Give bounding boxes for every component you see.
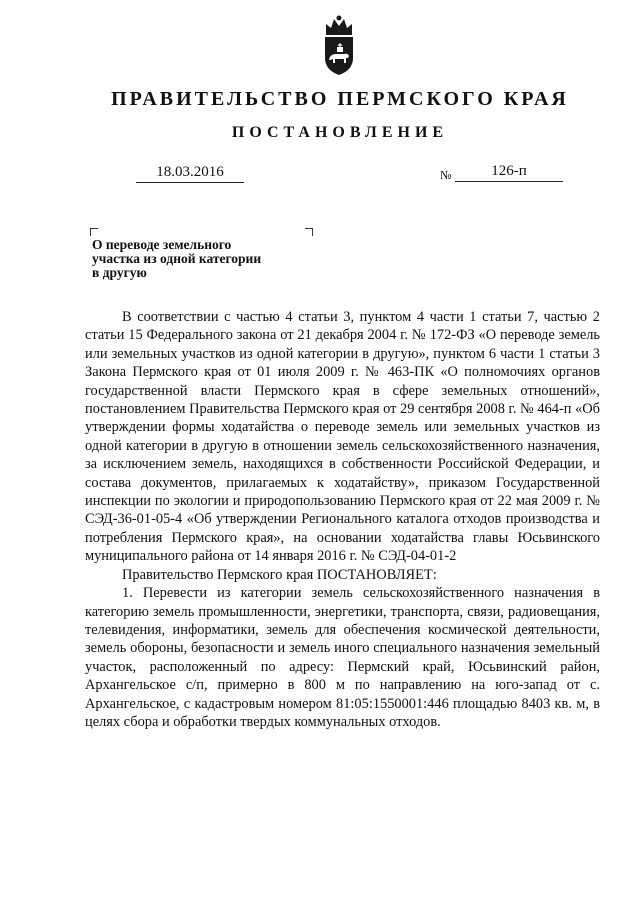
number-label: № [440,168,452,182]
corner-mark-left [90,228,98,236]
subject-line: в другую [92,265,147,280]
corner-mark-right [305,228,313,236]
government-title: ПРАВИТЕЛЬСТВО ПЕРМСКОГО КРАЯ [111,88,569,110]
subject-line: О переводе земельного [92,237,232,252]
document-number: 126-п [455,163,563,182]
coat-of-arms-icon [322,14,356,76]
document-subject [92,238,312,280]
resolution-paragraph: Правительство Пермского края ПОСТАНОВЛЯЕТ: [122,566,437,583]
preamble-paragraph: В соответствии с частью 4 статьи 3, пунктом 4 части 1 статьи 7, частью 2 статьи 15 Федерального закона от 21 декабря 2004 г. № 172-ФЗ «О переводе земель или земельных участков из одной категории в другую», пунктом 6 части 1 статьи 3 Закона Пермского края от 01 июля 2009 г. № 463-ПК «О полномочиях органов государственной власти Пермского края в сфере земельных отношений», постановлением Правительства Пермского края от 29 сентября 2008 г. № 464-п «Об утверждении формы ходатайства о переводе земель или земельных участков из одной категории в другую в отношении земель сельскохозяйственного назначения, за исключением земель, находящихся в собственности Российской Федерации, и состава документов, прилагаемых к ходатайству», приказом Государственной инспекции по экологии и природопользованию Пермского края от 22 мая 2009 г. № СЭД-36-01-05-4 «Об утверждении Регионального каталога отходов производства и потребления Пермского края», на основании ходатайства главы Юсьвинского муниципального района от 14 января 2016 г. № СЭД-04-01-2 [85,309,600,565]
document-body [85,308,600,731]
item-1-paragraph: 1. Перевести из категории земель сельскохозяйственного назначения в категорию земель промышленности, энергетики, транспорта, связи, радиовещания, телевидения, информатики, земель для обеспечения космической деятельности, земель обороны, безопасности и земель иного специального назначения земельный участок, расположенный по адресу: Пермский край, Юсьвинский район, Архангельское с/п, примерно в 800 м по направлению на юго-запад от с. Архангельское, с кадастровым номером 81:05:1550001:446 площадью 8403 кв. м, в целях сбора и обработки твердых коммунальных отходов. [85,585,600,730]
subject-line: участка из одной категории [92,251,262,266]
document-type: ПОСТАНОВЛЕНИЕ [231,124,449,141]
document-date: 18.03.2016 [136,164,244,183]
